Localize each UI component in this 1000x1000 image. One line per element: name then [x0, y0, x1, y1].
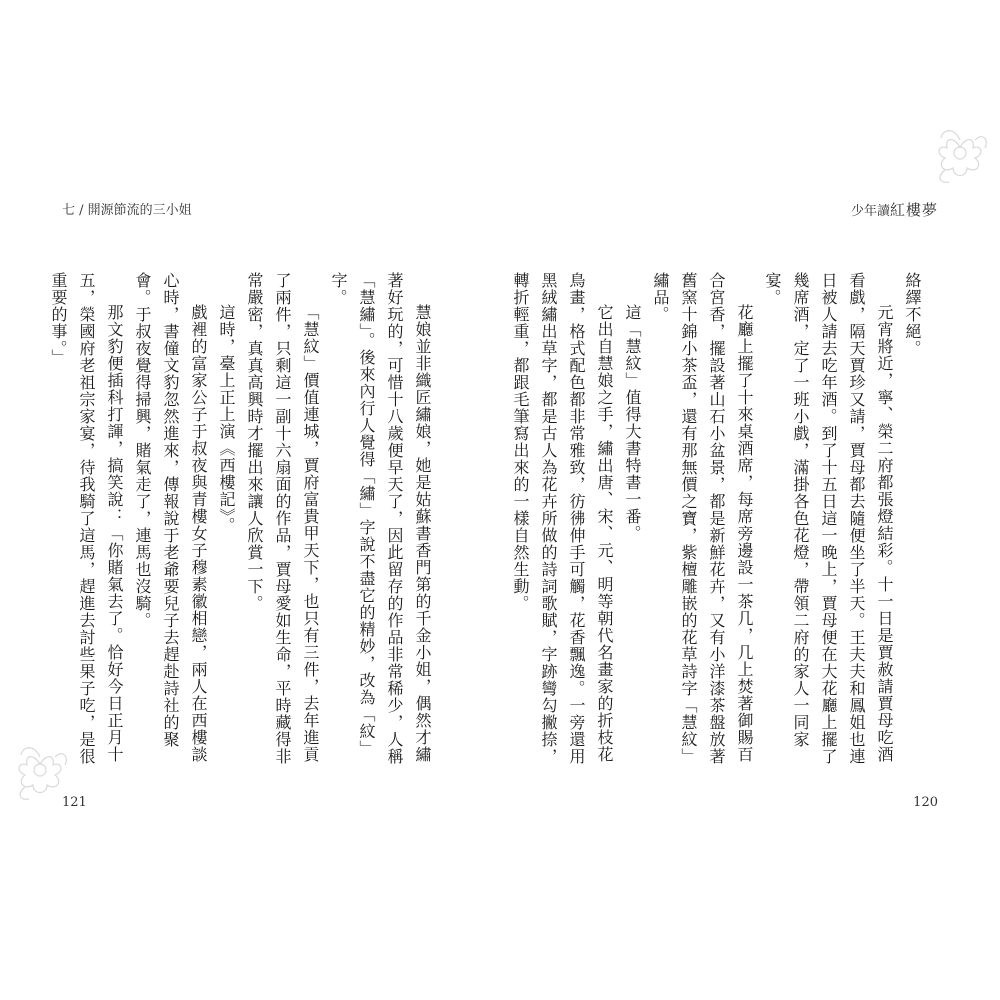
peony-outline-icon	[925, 118, 995, 188]
paragraph: 這時，臺上正上演《西樓記》。	[217, 304, 236, 534]
paragraph: 這「慧紋」值得大書特書一番。	[623, 304, 642, 542]
running-header-book-title	[851, 199, 938, 220]
paragraph: 它出自慧娘之手，繡出唐、宋、元、明等朝代名畫家的折枝花鳥畫，格式配色都非常雅致，彷彿伸手可觸，花香飄逸。一旁還用黑絨繡出草字，都是古人為花卉所做的詩詞歌賦，字跡彎勾撇捺，轉折輕重，都跟毛筆寫出來的一樣自然生動。	[511, 272, 614, 765]
page-number: 121	[62, 795, 87, 810]
right-page-body	[511, 272, 926, 772]
running-header-chapter: 七 / 開源節流的三小姐	[62, 203, 192, 218]
paragraph: 慧娘並非織匠繡娘，她是姑蘇書香門第的千金小姐，偶然才繡著好玩的，可惜十八歲便早天了，因此留存的作品非常稀少，人稱「慧繡」。後來內行人覺得「繡」字說不盡它的精妙，改為「紋」字。	[329, 272, 432, 765]
paragraph: 花廳上擺了十來桌酒席，每席旁邊設一茶几，几上焚著御賜百合宮香，擺設著山石小盆景，都是新鮮花卉，又有小洋漆茶盤放著舊窯十錦小茶盃，還有那無價之寶，紫檀雕嵌的花草詩字「慧紋」繡品。	[651, 272, 754, 765]
header-book-title: 紅樓夢	[889, 201, 938, 219]
paragraph: 絡繹不絕。	[903, 272, 922, 357]
paragraph: 元宵將近，寧、榮二府都張燈結彩。十一日是賈赦請賈母吃酒看戲，隔天賈珍又請，賈母都去隨便坐了半天。王夫夫和鳳姐也連日被人請去吃年酒。到了十五日這一晚上，賈母便在大花廳上擺了幾席酒，定了一班小戲，滿掛各色花燈，帶領二府的家人一同家宴。	[763, 272, 894, 765]
header-series-label: 少年讀	[850, 204, 890, 219]
paragraph: 「慧紋」價值連城，賈府富貴甲天下，也只有三件，去年進貢了兩件，只剩這一副十六扇面的作品，賈母愛如生命，平時藏得非常嚴密，真真高興時才擺出來讓人欣賞一下。	[245, 272, 320, 765]
paragraph: 那文豹便插科打諢，搞笑說：「你賭氣去了。恰好今日正月十五，榮國府老祖宗家宴，待我騎了這馬，趕進去討些果子吃，是很重要的事。」	[49, 272, 124, 765]
peony-outline-icon	[5, 735, 75, 805]
page-number: 120	[913, 795, 938, 810]
left-page-body	[49, 272, 436, 772]
paragraph: 戲裡的富家公子于叔夜與青樓女子穆素徽相戀，兩人在西樓談心時，書僮文豹忽然進來，傳報說于老爺要兒子去趕赴詩社的聚會。于叔夜覺得掃興，賭氣走了，連馬也沒騎。	[133, 272, 208, 763]
